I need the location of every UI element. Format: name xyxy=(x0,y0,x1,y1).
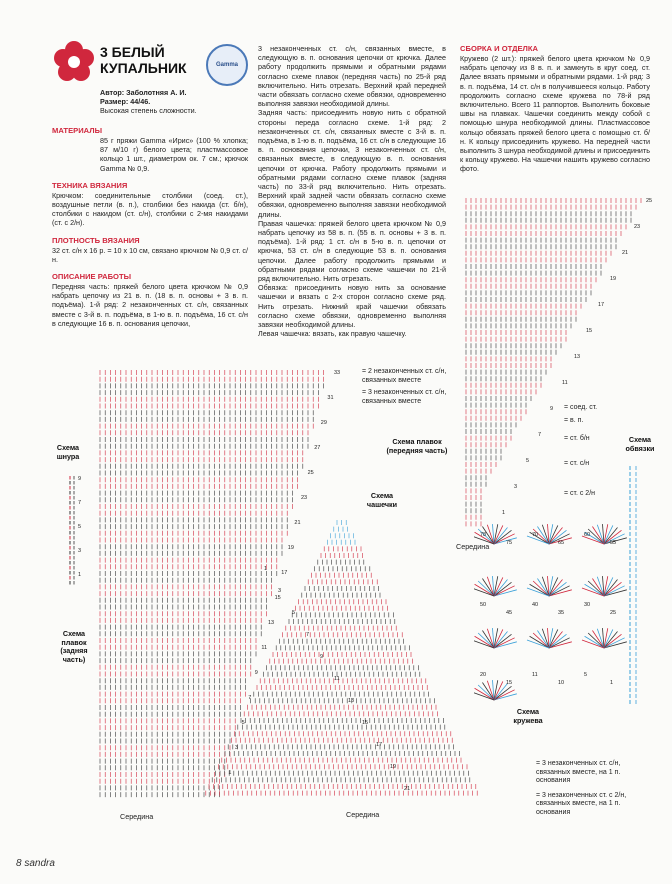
flower-icon xyxy=(52,40,96,84)
legend-sc: = ст. б/н xyxy=(564,435,590,443)
cup-row-number: 21 xyxy=(404,786,411,792)
lace-row-number: 78 xyxy=(480,532,487,538)
back-middle-label: Середина xyxy=(120,812,154,821)
author: Автор: Заболотняя А. И. xyxy=(100,88,187,97)
assembly-heading: СБОРКА И ОТДЕЛКА xyxy=(460,44,538,53)
description-text: Передняя часть: пряжей белого цвета крючком № 0,9 набрать цепочку из 21 в. п. (18 в. п. основы + 3 в. п. подъёма). 1-й ряд: 2 незаконченных ст. с/н, связанных вместе с 3-й в. п. подъёма, в 1-ю в. п. подъёма, 16 ст. с/н в следующие 16 в. п. основания цепочки, xyxy=(52,282,248,328)
back-row-number: 5 xyxy=(241,720,245,726)
legend-clusters xyxy=(536,760,656,818)
lace-row-number: 20 xyxy=(480,672,487,678)
legend-ch: = в. п. xyxy=(564,416,584,424)
cup-middle-label: Середина xyxy=(346,810,380,819)
materials-text: 85 г пряжи Gamma «Ирис» (100 % хлопка; 87 м/10 г) белого цвета; пластмассовое кольцо 1 шт., диаметром ок. 7 см.; крючок Gamma № 0,9. xyxy=(100,136,248,173)
front-row-number: 25 xyxy=(646,198,653,204)
cup-text: Правая чашечка: пряжей белого цвета крючком № 0,9 набрать цепочку из 58 в. п. (55 в. п. основы + 3 в. п. подъёма). 1-й ряд: 1 ст. с/н в 5-ю в. п. цепочки от крючка, 53 ст. с/н в следующие 53 в. п. основания цепочки. Далее работу продолжить прямыми и обратными рядами согласно схеме чашечки по 21-й ряд включительно. Нить отрезать. xyxy=(258,218,446,284)
back-row-number: 17 xyxy=(281,570,288,576)
cup-row-number: 1 xyxy=(264,566,268,572)
legend-dec2: = 2 незаконченных ст. с/н, связанных вместе xyxy=(362,368,447,384)
cup-row-number: 7 xyxy=(306,632,310,638)
cup-diagram xyxy=(200,490,486,810)
lace-row-number: 65 xyxy=(558,540,565,546)
magazine-brand: sandra xyxy=(24,858,55,869)
cup-stitch-grid xyxy=(206,520,477,796)
technique-heading: ТЕХНИКА ВЯЗАНИЯ xyxy=(52,180,128,190)
back-row-number: 25 xyxy=(307,470,314,476)
cord-row-number: 7 xyxy=(78,500,82,506)
legend-slst: = соед. ст. xyxy=(564,404,598,411)
lace-diagram-label: Схема кружева xyxy=(513,707,543,725)
front-row-number: 9 xyxy=(550,406,554,412)
cord-diagram-label: Схема шнура xyxy=(56,443,80,461)
title-line-1: 3 БЕЛЫЙ xyxy=(100,44,165,60)
front-continuation: 3 незаконченных ст. с/н, связанных вместе, в следующую в. п. основания цепочки от крючка. Далее работу продолжить прямыми и обратными рядами согласно схеме плавок (передняя часть) по 25-й ряд включительно. Нить отрезать. Верхний край передней части обвязать согласно схеме обвязки, одновременно выполняя завязки необходимой длины. xyxy=(258,44,446,109)
technique-text: Крючком: соединительные столбики (соед. ст.), воздушные петли (в. п.), столбики без накида (ст. б/н), столбики с накидом (ст. с/н), столбики с 2-мя накидами (ст. с 2/н). xyxy=(52,190,248,228)
legend-dc: = ст. с/н xyxy=(564,459,590,467)
density-heading: ПЛОТНОСТЬ ВЯЗАНИЯ xyxy=(52,235,140,245)
cord-row-number: 9 xyxy=(78,476,82,482)
density-text: 32 ст. с/н х 16 р. = 10 х 10 см, связано крючком № 0,9 ст. с/н. xyxy=(52,245,248,264)
back-diagram-label: Схема плавок (задняя часть) xyxy=(60,629,88,664)
lace-diagram xyxy=(474,524,644,754)
lace-row-number: 35 xyxy=(558,610,565,616)
lace-row-number: 15 xyxy=(506,680,513,686)
back-row-number: 29 xyxy=(320,420,327,426)
column-1 xyxy=(52,126,248,328)
cord-diagram xyxy=(64,472,88,586)
front-row-number: 3 xyxy=(514,484,518,490)
cup-diagram-label: Схема чашечки xyxy=(366,491,398,509)
title-line-2: КУПАЛЬНИК xyxy=(100,60,187,76)
back-row-number: 27 xyxy=(314,445,321,451)
cup-row-number: 3 xyxy=(278,588,282,594)
front-row-number: 11 xyxy=(562,380,568,386)
back-row-number: 23 xyxy=(301,495,308,501)
page-number: 8 xyxy=(16,858,22,869)
author-block xyxy=(100,88,250,116)
back-row-number: 9 xyxy=(254,670,258,676)
front-row-number: 1 xyxy=(502,510,506,516)
lace-row-number: 70 xyxy=(532,532,539,538)
lace-row-number: 5 xyxy=(584,672,588,678)
cup-row-number: 11 xyxy=(334,676,340,682)
lace-row-number: 11 xyxy=(532,672,538,678)
legend-tr: = ст. с 2/н xyxy=(564,490,596,498)
back-row-number: 31 xyxy=(327,395,334,401)
back-row-number: 21 xyxy=(294,520,301,526)
lace-row-number: 25 xyxy=(610,610,617,616)
front-row-number: 19 xyxy=(610,276,617,282)
front-diagram-label: Схема плавок (передняя часть) xyxy=(386,437,448,455)
edging-text: Обвязка: присоединить новую нить за основание чашечки и вязать с 2-х сторон согласно схеме ряд. Нить отрезать. Нижний край чашечки обвязать согласно схеме обвязки, одновременно выполняя завязки необходимой длины. xyxy=(258,283,446,330)
legend-cl3-tr: = 3 незаконченных ст. с 2/н, связанных вместе, на 1 п. основания xyxy=(536,791,627,816)
lace-row-number: 1 xyxy=(610,680,614,686)
cup-row-number: 9 xyxy=(320,654,324,660)
lace-stitch-grid xyxy=(474,524,627,700)
back-text: Задняя часть: присоединить новую нить с обратной стороны переда согласно схеме. 1-й ряд: 2 незаконченных ст. с/н, связанных вместе с 3-й в. п. подъёма, в 1-ю в. п. подъёма, 16 ст. с/н в следующие 16 в. п. основания цепочки, 3 незаконченных ст. с/н, связанных вместе, в следующую в. п. основания цепочки от крючка. Работу продолжить прямыми и обратными рядами согласно схеме плавок (задняя часть) по 33-й ряд включительно. Нить отрезать. Верхний край задней части обвязать согласно схеме обвязки, одновременно выполняя завязки необходимой длины. xyxy=(258,108,446,219)
cup-row-number: 13 xyxy=(348,698,355,704)
gamma-badge: Gamma xyxy=(206,44,248,86)
back-row-number: 15 xyxy=(274,595,281,601)
front-row-number: 15 xyxy=(586,328,593,334)
size: Размер: 44/46. xyxy=(100,97,151,107)
front-middle-label: Середина xyxy=(456,542,490,551)
back-row-number: 13 xyxy=(268,620,275,626)
cup-row-number: 5 xyxy=(292,610,296,616)
cup-row-number: 17 xyxy=(376,742,383,748)
back-row-number: 1 xyxy=(228,770,232,776)
difficulty: Высокая степень сложности. xyxy=(100,106,197,116)
page-footer xyxy=(16,858,55,869)
article-title xyxy=(100,44,187,76)
back-row-number: 11 xyxy=(261,645,268,651)
legend-dec xyxy=(362,368,450,406)
cord-row-number: 1 xyxy=(78,572,82,578)
edging-diagram-label: Схема обвязки xyxy=(625,435,655,453)
front-row-number: 7 xyxy=(538,432,542,438)
cord-row-number: 3 xyxy=(78,548,82,554)
cup-row-number: 15 xyxy=(362,720,369,726)
back-row-number: 7 xyxy=(248,695,252,701)
back-row-number: 19 xyxy=(287,545,294,551)
description-heading: ОПИСАНИЕ РАБОТЫ xyxy=(52,272,132,282)
front-row-number: 13 xyxy=(574,354,581,360)
legend-cl3-dc: = 3 незаконченных ст. с/н, связанных вместе, на 1 п. основания xyxy=(536,760,621,785)
lace-row-number: 30 xyxy=(584,602,591,608)
back-row-number: 3 xyxy=(235,745,239,751)
lace-row-number: 45 xyxy=(506,610,513,616)
lace-row-number: 40 xyxy=(532,602,539,608)
cord-row-number: 5 xyxy=(78,524,82,530)
cup-row-number: 19 xyxy=(390,764,397,770)
left-cup-text: Левая чашечка: вязать, как правую чашечку. xyxy=(258,329,407,339)
assembly-text: Кружево (2 шт.): пряжей белого цвета крючком № 0,9 набрать цепочку из 8 в. п. и замкнуть в круг соед. ст. Далее вязать прямыми и обратными рядами. 1-й ряд: 3 в. п. подъёма, 14 ст. с/н в получившееся кольцо. Работу продолжить согласно схеме кружева по 78-й ряд включительно. Всего 11 раппортов. Выполнить боковые швы на плавках. Чашечки соединить между собой с помощью шнура необходимой длины. Пластмассовое кольцо обвязать пряжей белого цвета с помощью ст. б/н. К кольцу присоединить кружево. На передней части выполнить 3 шнура необходимой длины и присоединить к кольцу кружево. На чашечки нашить кружево согласно фото. xyxy=(460,54,650,174)
front-row-number: 17 xyxy=(598,302,605,308)
front-row-number: 21 xyxy=(622,250,629,256)
back-row-number: 33 xyxy=(334,370,341,376)
front-row-number: 23 xyxy=(634,224,641,230)
lace-row-number: 55 xyxy=(610,540,617,546)
column-3 xyxy=(460,44,650,174)
lace-row-number: 10 xyxy=(558,680,565,686)
lace-row-number: 60 xyxy=(584,532,591,538)
column-2 xyxy=(258,44,446,339)
materials-heading: МАТЕРИАЛЫ xyxy=(52,126,102,135)
legend-symbols xyxy=(564,404,622,499)
legend-dec3: = 3 незаконченных ст. с/н, связанных вместе xyxy=(362,389,447,405)
lace-row-number: 75 xyxy=(506,540,513,546)
lace-row-number: 50 xyxy=(480,602,487,608)
front-row-number: 5 xyxy=(526,458,530,464)
